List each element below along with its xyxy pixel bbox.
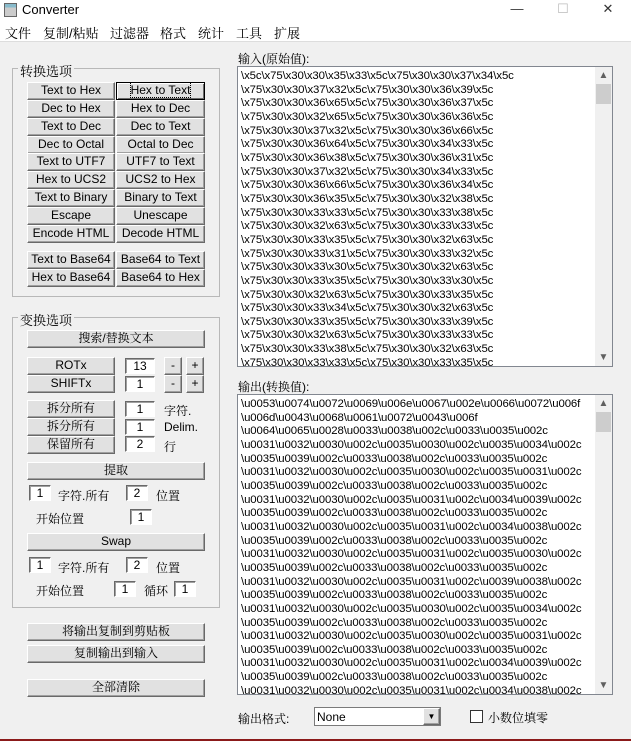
scroll-down-icon[interactable]: ▼ (598, 680, 609, 691)
shiftx-button[interactable]: SHIFTx (27, 375, 115, 393)
convert-button-label: Octal to Dec (127, 137, 194, 151)
input-label: 输入(原始值): (238, 52, 310, 66)
extract-pos-label: 位置 (156, 489, 181, 503)
convert-button-base64-to-text[interactable] (116, 251, 205, 269)
shiftx-input[interactable]: 1 (125, 376, 155, 392)
extract-button[interactable]: 提取 (27, 462, 205, 480)
swap-chars-input[interactable]: 1 (29, 557, 51, 573)
output-format-value: None (317, 710, 346, 724)
convert-button-label: Text to Binary (34, 190, 108, 204)
convert-button-label: Hex to Text (130, 83, 191, 97)
menu-format[interactable]: 格式 (160, 26, 187, 41)
transform-options-title: 变换选项 (18, 310, 74, 329)
extract-chars-label: 字符.所有 (58, 489, 110, 503)
convert-button-label: Decode HTML (121, 226, 200, 240)
keep-all-input[interactable]: 2 (125, 436, 155, 452)
clear-all-button[interactable]: 全部清除 (27, 679, 205, 697)
convert-button-label: Encode HTML (32, 226, 110, 240)
split-chars-unit: 字符. (164, 404, 192, 418)
title-bar (0, 0, 631, 20)
convert-button-escape[interactable] (27, 207, 115, 225)
extract-start-label: 开始位置 (36, 512, 85, 526)
shiftx-plus-button[interactable]: + (186, 375, 204, 393)
convert-button-unescape[interactable] (116, 207, 205, 225)
convert-button-label: Text to Base64 (31, 252, 111, 266)
output-format-select[interactable] (314, 707, 441, 726)
extract-pos-input[interactable]: 2 (126, 485, 148, 501)
swap-pos-label: 位置 (156, 561, 181, 575)
convert-button-label: Dec to Octal (37, 137, 105, 151)
convert-button-dec-to-text[interactable] (116, 118, 205, 136)
split-chars-button[interactable]: 拆分所有 (27, 400, 115, 418)
rotx-input[interactable]: 13 (125, 358, 155, 374)
convert-button-label: Dec to Text (130, 119, 191, 133)
menu-file[interactable]: 文件 (5, 26, 32, 41)
keep-all-button[interactable]: 保留所有 (27, 436, 115, 454)
split-delim-unit: Delim. (164, 420, 199, 434)
convert-button-hex-to-ucs2[interactable] (27, 171, 115, 189)
swap-loop-label: 循环 (144, 584, 169, 598)
close-button[interactable]: ✕ (602, 1, 614, 16)
convert-button-hex-to-dec[interactable] (116, 100, 205, 118)
scroll-thumb[interactable] (596, 84, 611, 104)
convert-button-base64-to-hex[interactable] (116, 269, 205, 287)
input-textarea[interactable] (237, 66, 613, 367)
pad-decimal-checkbox[interactable] (470, 710, 483, 723)
app-calculator-icon (4, 3, 17, 17)
rotx-button[interactable]: ROTx (27, 357, 115, 375)
convert-button-label: UCS2 to Hex (125, 172, 196, 186)
convert-button-label: UTF7 to Text (126, 154, 195, 168)
scroll-up-icon[interactable]: ▲ (598, 398, 609, 409)
maximize-button[interactable]: ☐ (557, 1, 569, 16)
copy-output-to-input-button[interactable]: 复制输出到输入 (27, 645, 205, 663)
split-delim-button[interactable]: 拆分所有 (27, 418, 115, 436)
menu-extensions[interactable]: 扩展 (274, 26, 301, 41)
convert-button-label: Binary to Text (124, 190, 197, 204)
menu-stats[interactable]: 统计 (198, 26, 225, 41)
convert-button-dec-to-octal[interactable] (27, 136, 115, 154)
convert-button-label: Unescape (133, 208, 188, 222)
menu-filter[interactable]: 过滤器 (110, 26, 150, 41)
window-title: Converter (22, 2, 80, 17)
convert-button-text-to-dec[interactable] (27, 118, 115, 136)
keep-all-unit: 行 (164, 440, 177, 454)
convert-button-hex-to-base64[interactable] (27, 269, 115, 287)
convert-button-dec-to-hex[interactable] (27, 100, 115, 118)
convert-button-encode-html[interactable] (27, 225, 115, 243)
chevron-down-icon[interactable]: ▼ (423, 708, 440, 725)
copy-output-to-clipboard-button[interactable]: 将输出复制到剪贴板 (27, 623, 205, 641)
menu-bar (0, 20, 631, 42)
output-format-label: 输出格式: (238, 712, 290, 726)
convert-button-binary-to-text[interactable] (116, 189, 205, 207)
convert-button-label: Text to Hex (40, 83, 102, 97)
input-scrollbar[interactable] (595, 67, 612, 366)
convert-button-label: Hex to Base64 (31, 270, 111, 284)
convert-button-label: Text to Dec (40, 119, 102, 133)
menu-tools[interactable]: 工具 (236, 26, 263, 41)
rotx-plus-button[interactable]: + (186, 357, 204, 375)
extract-chars-input[interactable]: 1 (29, 485, 51, 501)
pad-decimal-label: 小数位填零 (488, 711, 549, 725)
swap-pos-input[interactable]: 2 (126, 557, 148, 573)
convert-button-label: Base64 to Text (120, 252, 201, 266)
extract-start-input[interactable]: 1 (130, 509, 152, 525)
scroll-down-icon[interactable]: ▼ (598, 352, 609, 363)
convert-button-text-to-base64[interactable] (27, 251, 115, 269)
output-scrollbar[interactable] (595, 395, 612, 694)
input-text[interactable]: \x5c\x75\x30\x30\x35\x33\x5c\x75\x30\x30\x37\x34\x5c \x75\x30\x30\x37\x32\x5c\x75\x30\x30\x36\x39\x5c \x75\x30\x30\x36\x65\x5c\x75\x30\x30\x36\x37\x5c \x75\x30\x30\x32\x65\x5c\x75\x30\x30\x36\x36\x5c \x75\x30\x30\x37\x32\x5c\x75\x30\x30\x36\x66\x5c \x75\x30\x30\x36\x64\x5c\x75\x30\x30\x34\x33\x5c \x75\x30\x30\x36\x38\x5c\x75\x30\x30\x36\x31\x5c \x75\x30\x30\x37\x32\x5c\x75\x30\x30\x34\x33\x5c \x75\x30\x30\x36\x66\x5c\x75\x30\x30\x36\x34\x5c \x75\x30\x30\x36\x35\x5c\x75\x30\x30\x32\x38\x5c \x75\x30\x30\x33\x33\x5c\x75\x30\x30\x33\x38\x5c \x75\x30\x30\x32\x63\x5c\x75\x30\x30\x33\x33\x5c \x75\x30\x30\x33\x35\x5c\x75\x30\x30\x32\x63\x5c \x75\x30\x30\x33\x31\x5c\x75\x30\x30\x33\x32\x5c \x75\x30\x30\x33\x30\x5c\x75\x30\x30\x32\x63\x5c \x75\x30\x30\x33\x35\x5c\x75\x30\x30\x33\x30\x5c \x75\x30\x30\x32\x63\x5c\x75\x30\x30\x33\x35\x5c \x75\x30\x30\x33\x34\x5c\x75\x30\x30\x32\x63\x5c \x75\x30\x30\x33\x35\x5c\x75\x30\x30\x33\x39\x5c \x75\x30\x30\x32\x63\x5c\x75\x30\x30\x33\x33\x5c \x75\x30\x30\x33\x38\x5c\x75\x30\x30\x32\x63\x5c \x75\x30\x30\x33\x33\x5c\x75\x30\x30\x33\x35\x5c (241, 70, 514, 367)
swap-chars-label: 字符.所有 (58, 561, 110, 575)
convert-button-hex-to-text[interactable] (116, 82, 205, 100)
minimize-button[interactable]: — (510, 1, 524, 16)
convert-button-label: Hex to Dec (130, 101, 191, 115)
scroll-up-icon[interactable]: ▲ (598, 70, 609, 81)
convert-button-label: Base64 to Hex (121, 270, 200, 284)
convert-button-text-to-binary[interactable] (27, 189, 115, 207)
convert-button-ucs2-to-hex[interactable] (116, 171, 205, 189)
convert-button-label: Text to UTF7 (36, 154, 106, 168)
convert-button-label: Hex to UCS2 (35, 172, 107, 186)
output-text[interactable]: \u0053\u0074\u0072\u0069\u006e\u0067\u002e\u0066\u0072\u006f \u006d\u0043\u0068\u0061\u0072\u0043\u006f \u0064\u0065\u0028\u0033\u0038\u002c\u0033\u0035\u002c \u0031\u0032\u0030\u002c\u0035\u0030\u002c\u0035\u0034\u002c \u0035\u0039\u002c\u0033\u0038\u002c\u0033\u0035\u002c \u0031\u0032\u0030\u002c\u0035\u0030\u002c\u0035\u0031\u002c \u0035\u0039\u002c\u0033\u0038\u002c\u0033\u0035\u002c \u0031\u0032\u0030\u002c\u0035\u0031\u002c\u0034\u0039\u002c \u0035\u0039\u002c\u0033\u0038\u002c\u0033\u0035\u002c \u0031\u0032\u0030\u002c\u0035\u0031\u002c\u0034\u0038\u002c \u0035\u0039\u002c\u0033\u0038\u002c\u0033\u0035\u002c \u0031\u0032\u0030\u002c\u0035\u0031\u002c\u0035\u0030\u002c \u0035\u0039\u002c\u0033\u0038\u002c\u0033\u0035\u002c \u0031\u0032\u0030\u002c\u0035\u0031\u002c\u0039\u0038\u002c \u0035\u0039\u002c\u0033\u0038\u002c\u0033\u0035\u002c \u0031\u0032\u0030\u002c\u0035\u0030\u002c\u0035\u0034\u002c \u0035\u0039\u002c\u0033\u0038\u002c\u0033\u0035\u002c \u0031\u0032\u0030\u002c\u0035\u0030\u002c\u0035\u0031\u002c \u0035\u0039\u002c\u0033\u0038\u002c\u0033\u0035\u002c \u0031\u0032\u0030\u002c\u0035\u0031\u002c\u0034\u0039\u002c \u0035\u0039\u002c\u0033\u0038\u002c\u0033\u0035\u002c \u0031\u0032\u0030\u002c\u0035\u0031\u002c\u0034\u0038\u002c (241, 398, 582, 695)
convert-button-octal-to-dec[interactable] (116, 136, 205, 154)
split-chars-input[interactable]: 1 (125, 401, 155, 417)
search-replace-button[interactable]: 搜索/替换文本 (27, 330, 205, 348)
swap-start-input[interactable]: 1 (114, 581, 136, 597)
swap-start-label: 开始位置 (36, 584, 85, 598)
convert-button-decode-html[interactable] (116, 225, 205, 243)
shiftx-minus-button[interactable]: - (164, 375, 182, 393)
convert-button-text-to-hex[interactable] (27, 82, 115, 100)
swap-button[interactable]: Swap (27, 533, 205, 551)
rotx-minus-button[interactable]: - (164, 357, 182, 375)
convert-button-utf7-to-text[interactable] (116, 153, 205, 171)
output-label: 输出(转换值): (238, 380, 310, 394)
menu-copy-paste[interactable]: 复制/粘贴 (43, 26, 99, 41)
convert-button-text-to-utf7[interactable] (27, 153, 115, 171)
convert-button-label: Escape (50, 208, 92, 222)
output-textarea[interactable] (237, 394, 613, 695)
swap-loop-input[interactable]: 1 (174, 581, 196, 597)
convert-options-title: 转换选项 (18, 61, 74, 80)
split-delim-input[interactable]: 1 (125, 419, 155, 435)
convert-button-label: Dec to Hex (41, 101, 101, 115)
scroll-thumb[interactable] (596, 412, 611, 432)
